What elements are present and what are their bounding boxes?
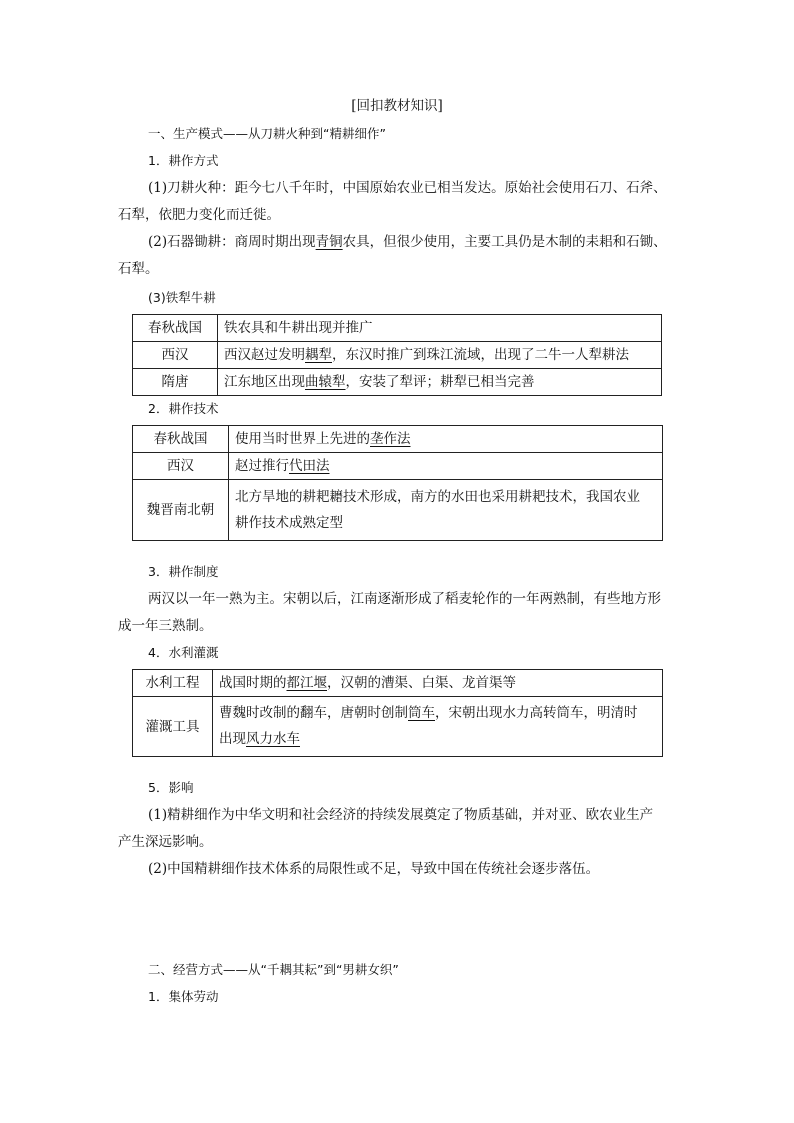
text-segment: 农具，但很少使用，主要工具仍是木制的耒耜和石锄、 bbox=[342, 234, 667, 250]
text-segment: 战国时期的 bbox=[219, 675, 287, 691]
underlined-term: 风力水车 bbox=[246, 731, 300, 747]
table-cell-period: 春秋战国 bbox=[133, 315, 218, 342]
text-segment: ，安装了犁评；耕犁已相当完善 bbox=[345, 374, 535, 390]
table-row bbox=[133, 697, 663, 757]
page-title: [回扣教材知识] bbox=[351, 98, 443, 114]
table-row bbox=[133, 670, 663, 697]
table-cell-period: 西汉 bbox=[133, 342, 218, 369]
underlined-term: 代田法 bbox=[289, 458, 330, 474]
table-cell-period: 魏晋南北朝 bbox=[133, 480, 229, 541]
table-row bbox=[133, 369, 662, 396]
subheading-collective-labor: 1．集体劳动 bbox=[148, 989, 219, 1004]
paragraph-impact-1-line2: 产生深远影响。 bbox=[118, 834, 213, 850]
table-irrigation bbox=[132, 669, 663, 757]
table-row bbox=[133, 453, 663, 480]
table-cell-label: 灌溉工具 bbox=[133, 697, 213, 757]
subheading-irrigation: 4．水利灌溉 bbox=[148, 645, 219, 660]
text-segment: ，宋朝出现水力高转筒车，明清时 bbox=[435, 705, 638, 721]
section-1-heading: 一、生产模式——从刀耕火种到“精耕细作” bbox=[148, 126, 386, 141]
text-line: 耕作技术成熟定型 bbox=[235, 515, 343, 531]
table-row bbox=[133, 342, 662, 369]
table-cell-desc bbox=[218, 315, 662, 342]
table-cell-label: 水利工程 bbox=[133, 670, 213, 697]
text-segment: 铁农具和牛耕出现并推广 bbox=[224, 320, 373, 336]
table-cell-desc bbox=[218, 342, 662, 369]
text-line bbox=[219, 726, 656, 752]
underlined-term: 曲辕犁 bbox=[305, 374, 346, 390]
underlined-term: 青铜 bbox=[315, 234, 343, 250]
table-cell-desc bbox=[229, 480, 663, 541]
table-cell-desc bbox=[213, 670, 663, 697]
table-farming-techniques bbox=[132, 425, 663, 541]
text-segment: 江东地区出现 bbox=[224, 374, 305, 390]
text-segment: 西汉赵过发明 bbox=[224, 347, 305, 363]
table-cell-desc bbox=[213, 697, 663, 757]
paragraph-slash-and-burn-line2: 石犁，依肥力变化而迁徙。 bbox=[118, 207, 280, 223]
text-segment: 出现 bbox=[219, 731, 246, 747]
table-cell-desc bbox=[229, 426, 663, 453]
underlined-term: 筒车 bbox=[408, 705, 435, 721]
paragraph-farming-system-line1: 两汉以一年一熟为主。宋朝以后，江南逐渐形成了稻麦轮作的一年两熟制，有些地方形 bbox=[148, 591, 661, 607]
section-2-heading: 二、经营方式——从“千耦其耘”到“男耕女织” bbox=[148, 962, 399, 977]
subheading-farming-system: 3．耕作制度 bbox=[148, 564, 219, 579]
table-row bbox=[133, 480, 663, 541]
table-cell-period: 西汉 bbox=[133, 453, 229, 480]
paragraph-stone-hoe-line2: 石犁。 bbox=[118, 261, 159, 277]
paragraph-impact-2: (2)中国精耕细作技术体系的局限性或不足，导致中国在传统社会逐步落伍。 bbox=[148, 861, 600, 877]
underlined-term: 垄作法 bbox=[370, 431, 411, 447]
text-segment: ，东汉时推广到珠江流域，出现了二牛一人犁耕法 bbox=[332, 347, 629, 363]
text-line: 北方旱地的耕耙耱技术形成，南方的水田也采用耕耙技术，我国农业 bbox=[235, 489, 640, 505]
paragraph-slash-and-burn-line1: (1)刀耕火种：距今七八千年时，中国原始农业已相当发达。原始社会使用石刀、石斧、 bbox=[148, 180, 667, 196]
subheading-iron-plough: (3)铁犁牛耕 bbox=[148, 290, 216, 305]
table-cell-desc bbox=[229, 453, 663, 480]
text-segment: 使用当时世界上先进的 bbox=[235, 431, 370, 447]
subheading-farming-methods: 1．耕作方式 bbox=[148, 153, 219, 168]
paragraph-stone-hoe-line1 bbox=[148, 232, 667, 252]
text-segment: ，汉朝的漕渠、白渠、龙首渠等 bbox=[327, 675, 516, 691]
table-row bbox=[133, 426, 663, 453]
underlined-term: 都江堰 bbox=[286, 675, 327, 691]
text-segment: (2)石器锄耕：商周时期出现 bbox=[148, 234, 316, 250]
table-row bbox=[133, 315, 662, 342]
table-iron-plough bbox=[132, 314, 662, 396]
table-cell-desc bbox=[218, 369, 662, 396]
table-cell-period: 隋唐 bbox=[133, 369, 218, 396]
paragraph-farming-system-line2: 成一年三熟制。 bbox=[118, 618, 213, 634]
text-segment: 曹魏时改制的翻车，唐朝时创制 bbox=[219, 705, 408, 721]
text-line bbox=[219, 700, 656, 726]
underlined-term: 耦犁 bbox=[305, 347, 332, 363]
subheading-impact: 5．影响 bbox=[148, 780, 194, 795]
table-cell-period: 春秋战国 bbox=[133, 426, 229, 453]
text-segment: 赵过推行 bbox=[235, 458, 289, 474]
subheading-farming-techniques: 2．耕作技术 bbox=[148, 401, 219, 416]
paragraph-impact-1-line1: (1)精耕细作为中华文明和社会经济的持续发展奠定了物质基础，并对亚、欧农业生产 bbox=[148, 807, 654, 823]
